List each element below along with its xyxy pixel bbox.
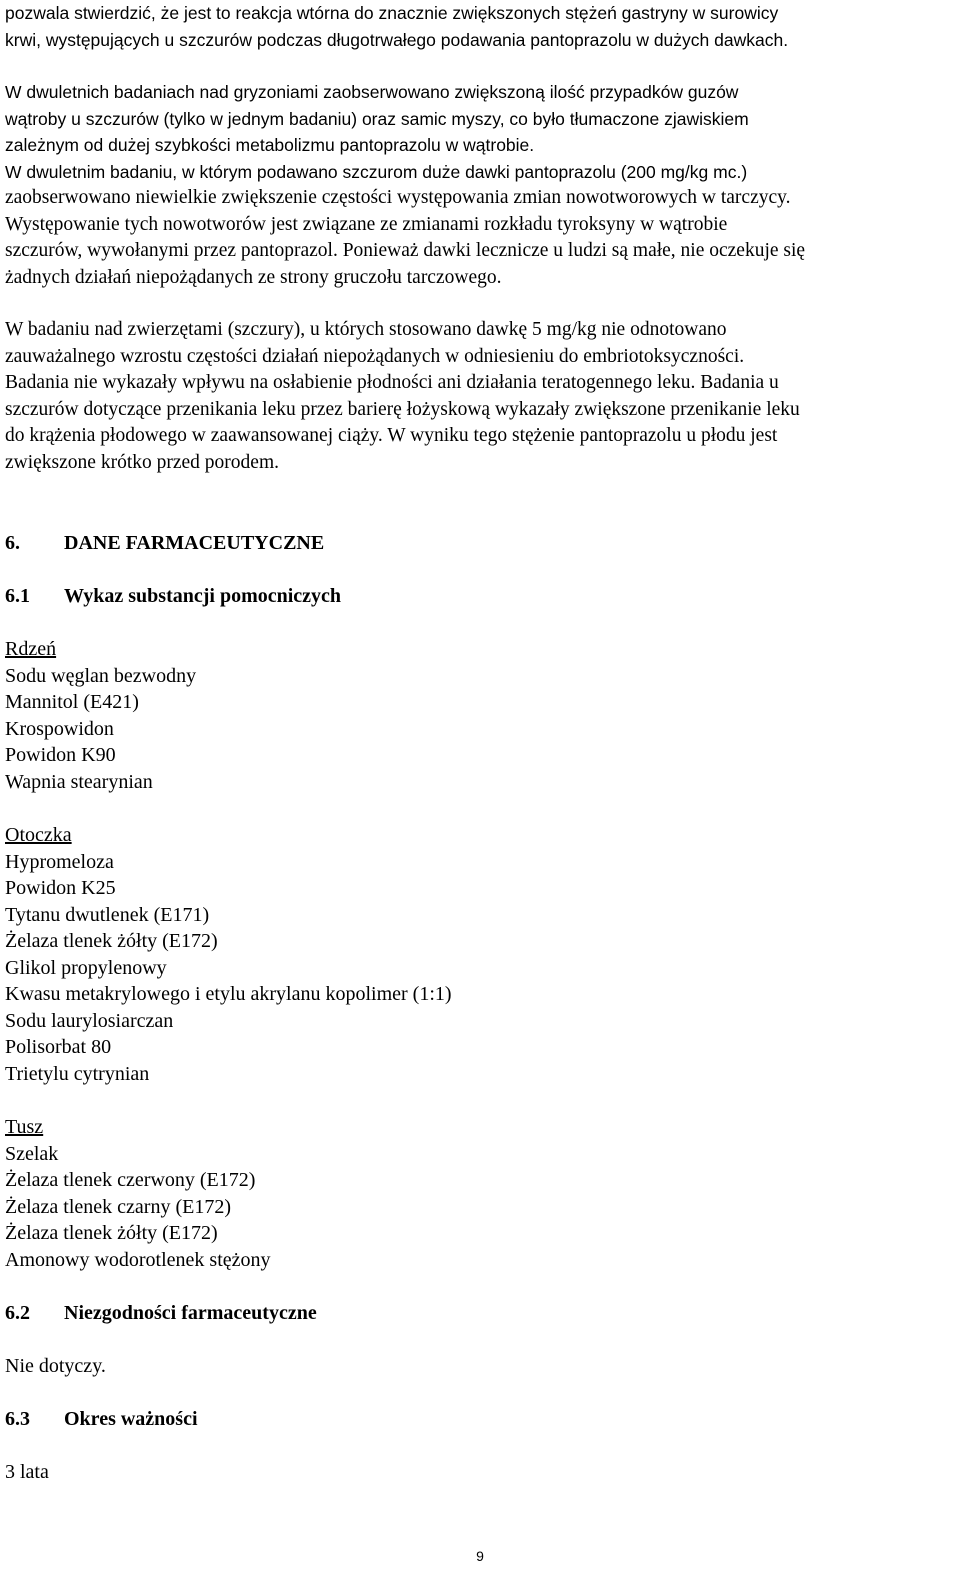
list-item: Amonowy wodorotlenek stężony <box>5 1248 271 1271</box>
section-title: Wykaz substancji pomocniczych <box>64 585 342 607</box>
list-item: Żelaza tlenek żółty (E172) <box>5 930 218 952</box>
shelf-life-text <box>5 1459 49 1486</box>
section-number: 6.2 <box>5 1302 30 1324</box>
list-item: Polisorbat 80 <box>5 1036 112 1058</box>
text-line: szczurów dotyczące przenikania leku przez barierę łożyskową wykazały zwiększone przenikanie leku <box>5 398 800 420</box>
list-item: Hypromeloza <box>5 850 114 873</box>
list-item: Powidon K25 <box>5 877 116 899</box>
section-heading-6-2 <box>5 1300 317 1326</box>
subheading-ink: Tusz <box>5 1116 44 1138</box>
list-item: Żelaza tlenek czarny (E172) <box>5 1195 231 1218</box>
subheading-core: Rdzeń <box>5 638 57 660</box>
section-number: 6.1 <box>5 585 30 607</box>
excipients-core <box>5 636 196 795</box>
section-heading-6-1 <box>5 583 341 609</box>
excipients-ink <box>5 1114 271 1273</box>
section-number: 6.3 <box>5 1408 30 1430</box>
text-line: wątroby u szczurów (tylko w jednym badaniu) oraz samic myszy, co było tłumaczone zjawiskiem <box>5 108 749 129</box>
section-heading-6-3 <box>5 1406 198 1432</box>
incompatibilities-text <box>5 1353 106 1380</box>
text-line: zauważalnego wzrostu częstości działań niepożądanych w odniesieniu do embriotoksyczności. <box>5 345 745 367</box>
excipients-coating <box>5 822 452 1087</box>
list-item: Powidon K90 <box>5 744 116 766</box>
section-heading-6 <box>5 530 324 556</box>
list-item: Tytanu dwutlenek (E171) <box>5 903 210 926</box>
text-line: szczurów, wywołanymi przez pantoprazol. Ponieważ dawki lecznicze u ludzi są małe, nie oczekuje się <box>5 240 806 261</box>
list-item: Sodu węglan bezwodny <box>5 664 197 687</box>
text-line: W dwuletnich badaniach nad gryzoniami zaobserwowano zwiększoną ilość przypadków guzów <box>5 82 739 102</box>
text-line: zależnym od dużej szybkości metabolizmu pantoprazolu w wątrobie. <box>5 135 535 155</box>
paragraph-gastrin <box>5 0 955 53</box>
text-line: krwi, występujących u szczurów podczas długotrwałego podawania pantoprazolu w dużych dawkach. <box>5 29 789 50</box>
body-text: Nie dotyczy. <box>5 1355 106 1377</box>
list-item: Szelak <box>5 1142 59 1165</box>
text-line: W badaniu nad zwierzętami (szczury), u których stosowano dawkę 5 mg/kg nie odnotowano <box>5 319 727 340</box>
list-item: Mannitol (E421) <box>5 691 139 713</box>
section-title: Niezgodności farmaceutyczne <box>64 1302 317 1324</box>
paragraph-thyroid <box>5 185 955 291</box>
text-line: zaobserwowano niewielkie zwiększenie częstości występowania zmian nowotworowych w tarczycy. <box>5 187 791 208</box>
text-line: W dwuletnim badaniu, w którym podawano szczurom duże dawki pantoprazolu (200 mg/kg mc.) <box>5 161 748 182</box>
text-line: Badania nie wykazały wpływu na osłabienie płodności ani działania teratogennego leku. Badania u <box>5 372 779 393</box>
list-item: Żelaza tlenek żółty (E172) <box>5 1222 218 1244</box>
list-item: Glikol propylenowy <box>5 956 167 979</box>
text-line: żadnych działań niepożądanych ze strony gruczołu tarczowego. <box>5 266 502 288</box>
section-title: DANE FARMACEUTYCZNE <box>64 532 325 554</box>
text-line: zwiększone krótko przed porodem. <box>5 451 279 473</box>
text-line: Występowanie tych nowotworów jest związane ze zmianami rozkładu tyroksyny w wątrobie <box>5 213 728 235</box>
list-item: Sodu laurylosiarczan <box>5 1009 174 1032</box>
subheading-coating: Otoczka <box>5 824 72 846</box>
list-item: Wapnia stearynian <box>5 770 153 793</box>
list-item: Żelaza tlenek czerwony (E172) <box>5 1169 256 1191</box>
text-line: do krążenia płodowego w zaawansowanej ciąży. W wyniku tego stężenie pantoprazolu u płodu jest <box>5 425 778 446</box>
list-item: Krospowidon <box>5 717 114 740</box>
section-number: 6. <box>5 532 20 554</box>
paragraph-reproductive <box>5 317 955 476</box>
section-title: Okres ważności <box>64 1408 198 1430</box>
body-text: 3 lata <box>5 1461 49 1483</box>
text-line: pozwala stwierdzić, że jest to reakcja wtórna do znacznie zwiększonych stężeń gastryny w surowicy <box>5 3 779 23</box>
paragraph-carcinogenicity <box>5 79 955 185</box>
list-item: Trietylu cytrynian <box>5 1062 150 1085</box>
page-number: 9 <box>476 1548 484 1564</box>
list-item: Kwasu metakrylowego i etylu akrylanu kopolimer (1:1) <box>5 983 452 1005</box>
